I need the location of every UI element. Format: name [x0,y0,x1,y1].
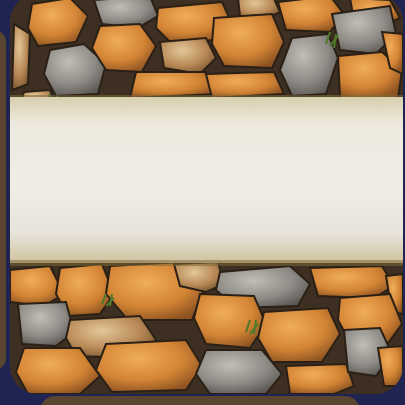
path-edge-bottom [10,260,403,266]
neighbor-tile-bottom [40,396,360,405]
bottom-stone-row [10,262,403,394]
stone-path-tile[interactable] [10,0,403,394]
cream-path [10,97,403,263]
neighbor-tile-left [0,30,6,370]
